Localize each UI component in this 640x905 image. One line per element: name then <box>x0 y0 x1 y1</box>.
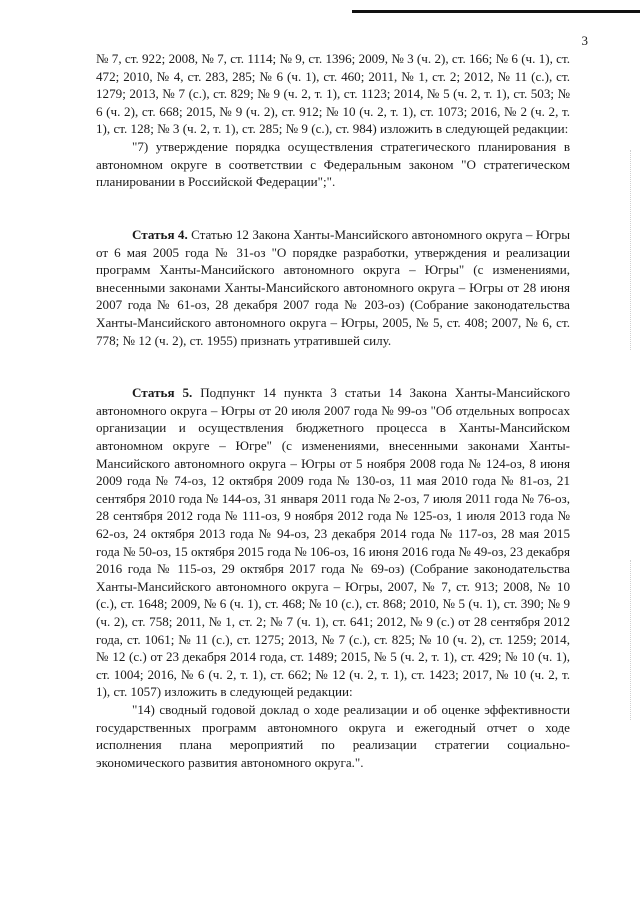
article-4-label: Статья 4. <box>132 226 188 242</box>
article-5-label: Статья 5. <box>132 385 193 401</box>
article-4-paragraph <box>96 226 570 349</box>
paragraph-citations: № 7, ст. 922; 2008, № 7, ст. 1114; № 9, ст. 1396; 2009, № 3 (ч. 2), ст. 166; № 6 (ч. 1), ст. 472; 2010, № 4, ст. 283, 285; № 6 (ч. 1), ст. 460; 2011, № 1, ст. 2; 2012, № 11 (с.), ст. 1279; 2013, № 7 (с.), ст. 829; № 9 (ч. 2, т. 1), ст. 1123; 2014, № 5 (ч. 2, т. 1), ст. 503; № 6 (ч. 2), ст. 668; 2015, № 9 (ч. 2), ст. 912; № 10 (ч. 2, т. 1), ст. 1073; 2016, № 2 (ч. 2, т. 1), ст. 128; № 3 (ч. 2, т. 1), ст. 285; № 9 (с.), ст. 984) изложить в следующей редакции: <box>96 51 570 137</box>
header-rule <box>352 10 640 13</box>
scan-margin-dots <box>630 150 632 350</box>
article-5-text: Подпункт 14 пункта 3 статьи 14 Закона Ханты-Мансийского автономного округа – Югры от 20 июля 2007 года № 99-оз "Об отдельных вопросах организации и осуществления бюджетного процесса в Ханты-Мансийском автономном округе – Югре" (с изменениями, внесенными законами Ханты-Мансийского автономного округа – Югры от 5 ноября 2008 года № 124-оз, 8 июня 2009 года № 74-оз, 12 октября 2009 года № 130-оз, 11 мая 2010 года № 81-оз, 21 сентября 2010 года № 144-оз, 31 января 2011 года № 2-оз, 7 июля 2011 года № 76-оз, 28 сентября 2012 года № 111-оз, 9 ноября 2012 года № 125-оз, 1 июля 2013 года № 62-оз, 24 октября 2013 года № 94-оз, 23 декабря 2014 года № 117-оз, 28 мая 2015 года № 50-оз, 15 октября 2015 года № 106-оз, 16 июня 2016 года № 49-оз, 23 декабря 2016 года № 115-оз, 29 октября 2017 года № 69-оз) (Собрание законодательства Ханты-Мансийского автономного округа – Югры, 2007, № 7, ст. 913; 2008, № 10 (с.), ст. 1648; 2009, № 6 (ч. 1), ст. 468; № 10 (с.), ст. 868; 2010, № 5 (ч. 1), ст. 390; № 9 (ч. 2), ст. 758; 2011, № 1, ст. 2; № 7 (ч. 1), ст. 641; 2012, № 9 (с.) от 28 сентября 2012 года, ст. 1061; № 11 (с.), ст. 1275; 2013, № 7 (с.), ст. 825; № 10 (ч. 2), ст. 1259; 2014, № 12 (с.) от 23 декабря 2014 года, ст. 1489; 2015, № 5 (ч. 2, т. 1), ст. 429; № 10 (ч. 1), ст. 1004; 2016, № 6 (ч. 2, т. 1), ст. 662; № 12 (ч. 2, т. 1), ст. 1423; 2017, № 10 (ч. 2, т. 1), ст. 1057) изложить в следующей редакции: <box>96 385 571 700</box>
article-4-text: Статью 12 Закона Ханты-Мансийского автономного округа – Югры от 6 мая 2005 года № 31-оз "О порядке разработки, утверждения и реализации программ Ханты-Мансийского автономного округа – Югры" (с изменениями, внесенными законами Ханты-Мансийского автономного округа – Югры от 28 июня 2007 года № 61-оз, 28 декабря 2007 года № 203-оз) (Собрание законодательства Ханты-Мансийского автономного округа – Югры, 2005, № 5, ст. 408; 2007, № 6, ст. 778; № 12 (ч. 2), ст. 1955) признать утратившей силу. <box>96 226 570 348</box>
paragraph-gap <box>96 367 570 385</box>
page-number: 3 <box>581 33 588 48</box>
document-body <box>96 50 570 771</box>
paragraph-gap <box>96 208 570 226</box>
paragraph-amendment-14: "14) сводный годовой доклад о ходе реализации и об оценке эффективности государственных программ автономного округа и ежегодный отчет о ходе исполнения плана мероприятий по реализации стратегии социально-экономического развития автономного округа.". <box>96 701 570 770</box>
paragraph-gap <box>96 191 570 209</box>
paragraph-amendment-7: "7) утверждение порядка осуществления стратегического планирования в автономном округе в соответствии с Федеральным законом "О стратегическом планировании в Российской Федерации";". <box>96 138 570 190</box>
paragraph-gap <box>96 349 570 367</box>
article-5-paragraph <box>96 384 570 701</box>
scan-margin-dots <box>630 560 632 720</box>
